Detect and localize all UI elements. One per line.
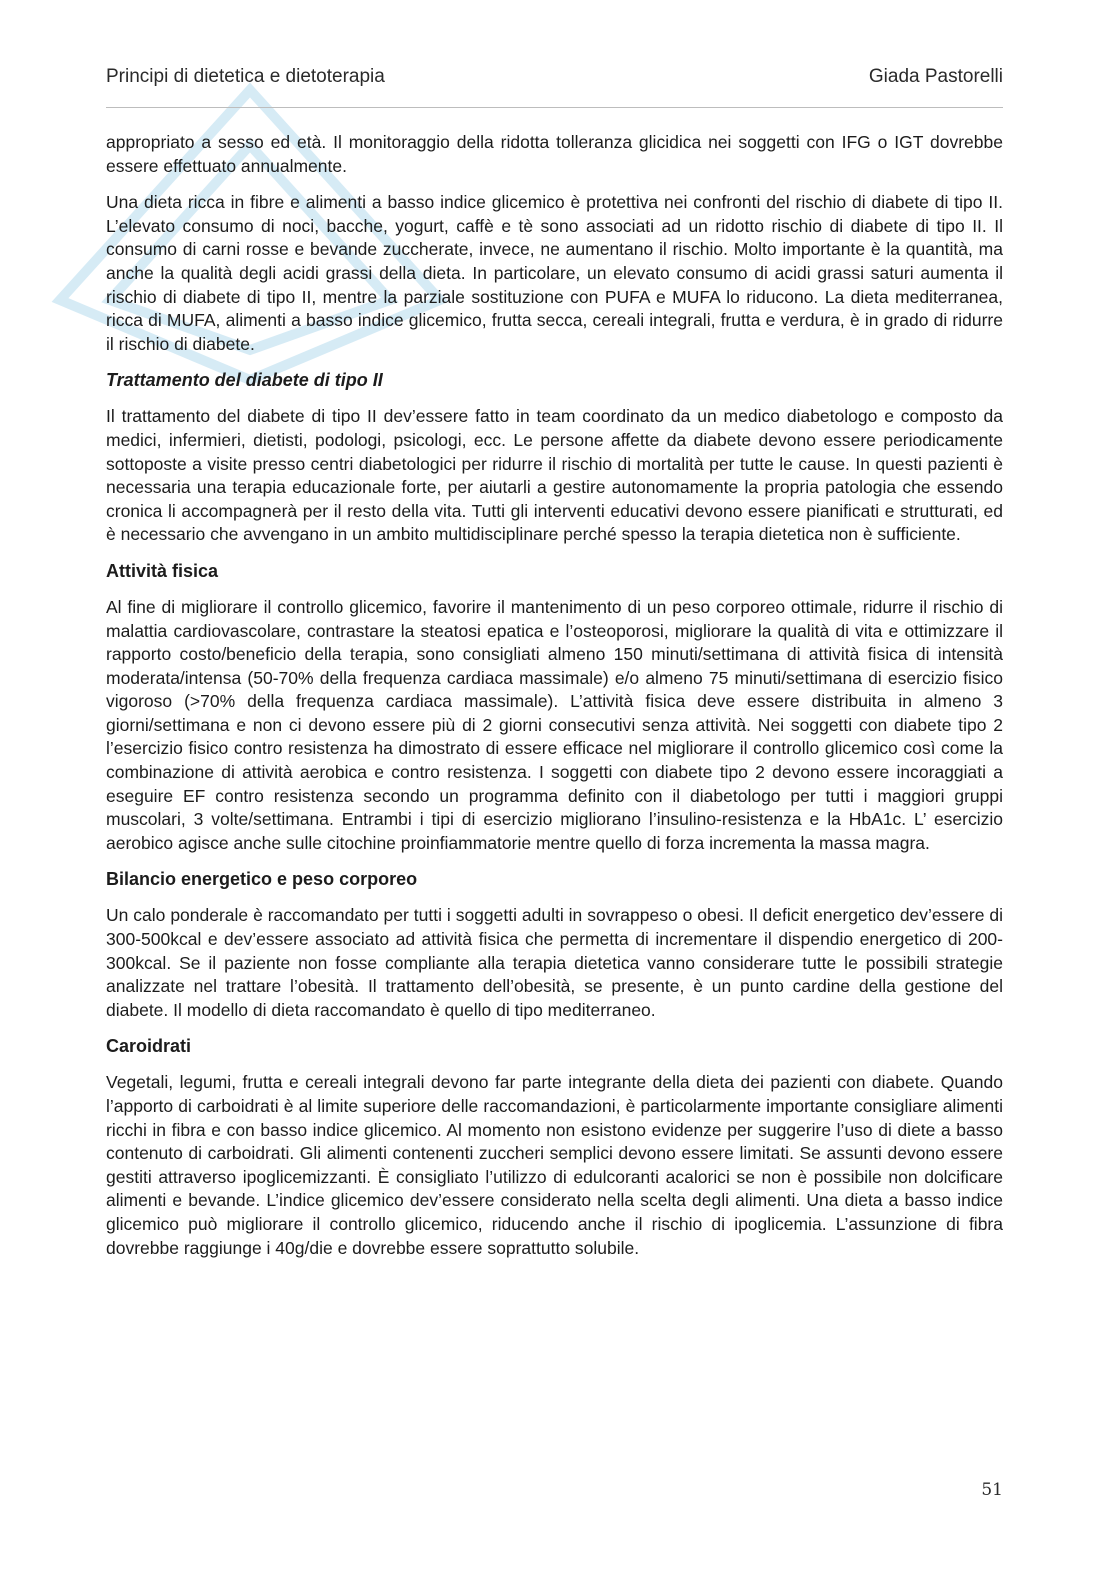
paragraph-carbohydrates: Vegetali, legumi, frutta e cereali integrali devono far parte integrante della dieta dei pazienti con diabete. Quando l’apporto di carboidrati è al limite superiore delle raccomandazioni, è particolarmente importante consigliare alimenti ricchi in fibra e con basso indice glicemico. Al momento non esistono evidenze per suggerire l’uso di diete a basso contenuto di carboidrati. Gli alimenti contenenti zuccheri semplici devono essere limitati. Se assunti devono essere gestiti attraverso ipoglicemizzanti. È consigliato l’utilizzo di edulcoranti acalorici se non è possibile non dolcificare alimenti e bevande. L’indice glicemico dev’essere considerato nella scelta degli alimenti. Una dieta a basso indice glicemico può migliorare il controllo glicemico, riducendo anche il rischio di ipoglicemia. L’assunzione di fibra dovrebbe raggiunge i 40g/die e dovrebbe essere soprattutto solubile. <box>106 1072 1003 1258</box>
heading-treatment: Trattamento del diabete di tipo II <box>106 370 383 391</box>
header-title: Principi di dietetica e dietoterapia <box>106 66 385 87</box>
page-number: 51 <box>981 1480 1003 1500</box>
header-author: Giada Pastorelli <box>868 66 1003 87</box>
heading-physical-activity: Attività fisica <box>106 560 219 581</box>
page-header <box>106 66 1003 94</box>
paragraph-ifg-monitoring: appropriato a sesso ed età. Il monitoraggio della ridotta tolleranza glicidica nei soggetti con IFG o IGT dovrebbe essere effettuato annualmente. <box>106 132 1003 176</box>
paragraph-dietary-risk: Una dieta ricca in fibre e alimenti a basso indice glicemico è protettiva nei confronti del rischio di diabete di tipo II. L’elevato consumo di noci, bacche, yogurt, caffè e tè sono associati ad un ridotto rischio di diabete di tipo II. Il consumo di carni rosse e bevande zuccherate, invece, ne aumentano il rischio. Molto importante è la quantità, ma anche la qualità degli acidi grassi della dieta. In particolare, un elevato consumo di acidi grassi saturi aumenta il rischio di diabete di tipo II, mentre la parziale sostituzione con PUFA e MUFA lo riducono. La dieta mediterranea, ricca di MUFA, alimenti a basso indice glicemico, frutta secca, cereali integrali, frutta e verdura, è in grado di ridurre il rischio di diabete. <box>106 192 1003 354</box>
heading-energy-balance: Bilancio energetico e peso corporeo <box>106 869 418 890</box>
header-divider <box>106 107 1003 108</box>
paragraph-physical-activity: Al fine di migliorare il controllo glicemico, favorire il mantenimento di un peso corporeo ottimale, ridurre il rischio di malattia cardiovascolare, contrastare la steatosi epatica e l’osteoporosi, migliorare la qualità di vita e ottimizzare il rapporto costo/beneficio della terapia, sono consigliati almeno 150 minuti/settimana di attività fisica di intensità moderata/intensa (50-70% della frequenza cardiaca massimale) e/o almeno 75 minuti/settimana di esercizio fisico vigoroso (>70% della frequenza cardiaca massimale). L’attività fisica deve essere distribuita in almeno 3 giorni/settimana e non ci devono essere più di 2 giorni consecutivi senza attività. Nei soggetti con diabete tipo 2 l’esercizio fisico contro resistenza ha dimostrato di essere efficace nel migliorare il controllo glicemico così come la combinazione di attività aerobica e contro resistenza. I soggetti con diabete tipo 2 devono essere incoraggiati a eseguire EF contro resistenza secondo un programma definito con il diabetologo per tutti i maggiori gruppi muscolari, 3 volte/settimana. Entrambi i tipi di esercizio migliorano l’insulino-resistenza e la HbA1c. L’ esercizio aerobico agisce anche sulle citochine proinfiammatorie mentre quello di forza incrementa la massa magra. <box>106 596 1003 853</box>
paragraph-energy-balance: Un calo ponderale è raccomandato per tutti i soggetti adulti in sovrappeso o obesi. Il deficit energetico dev’essere di 300-500kcal e dev’essere associato ad attività fisica che permetta di incrementare il dispendio energetico di 200-300kcal. Se il paziente non fosse compliante alla terapia dietetica vanno considerare tutte le possibili strategie analizzate nel trattare l’obesità. Il trattamento dell’obesità, se presente, è un punto cardine della gestione del diabete. Il modello di dieta raccomandato è quello di tipo mediterraneo. <box>106 905 1003 1020</box>
page-body <box>106 131 1003 1273</box>
heading-carbohydrates: Caroidrati <box>106 1036 192 1057</box>
paragraph-treatment: Il trattamento del diabete di tipo II dev’essere fatto in team coordinato da un medico diabetologo e composto da medici, infermieri, dietisti, podologi, psicologi, ecc. Le persone affette da diabete devono essere periodicamente sottoposte a visite presso centri diabetologici per ridurre il rischio di mortalità per tutte le cause. In questi pazienti è necessaria una terapia educazionale forte, per aiutarli a gestire autonomamente la propria patologia che essendo cronica li accompagnerà per il resto della vita. Tutti gli interventi educativi devono essere pianificati e strutturati, ed è necessario che avvengano in un ambito multidisciplinare perché spesso la terapia dietetica non è sufficiente. <box>106 406 1003 545</box>
